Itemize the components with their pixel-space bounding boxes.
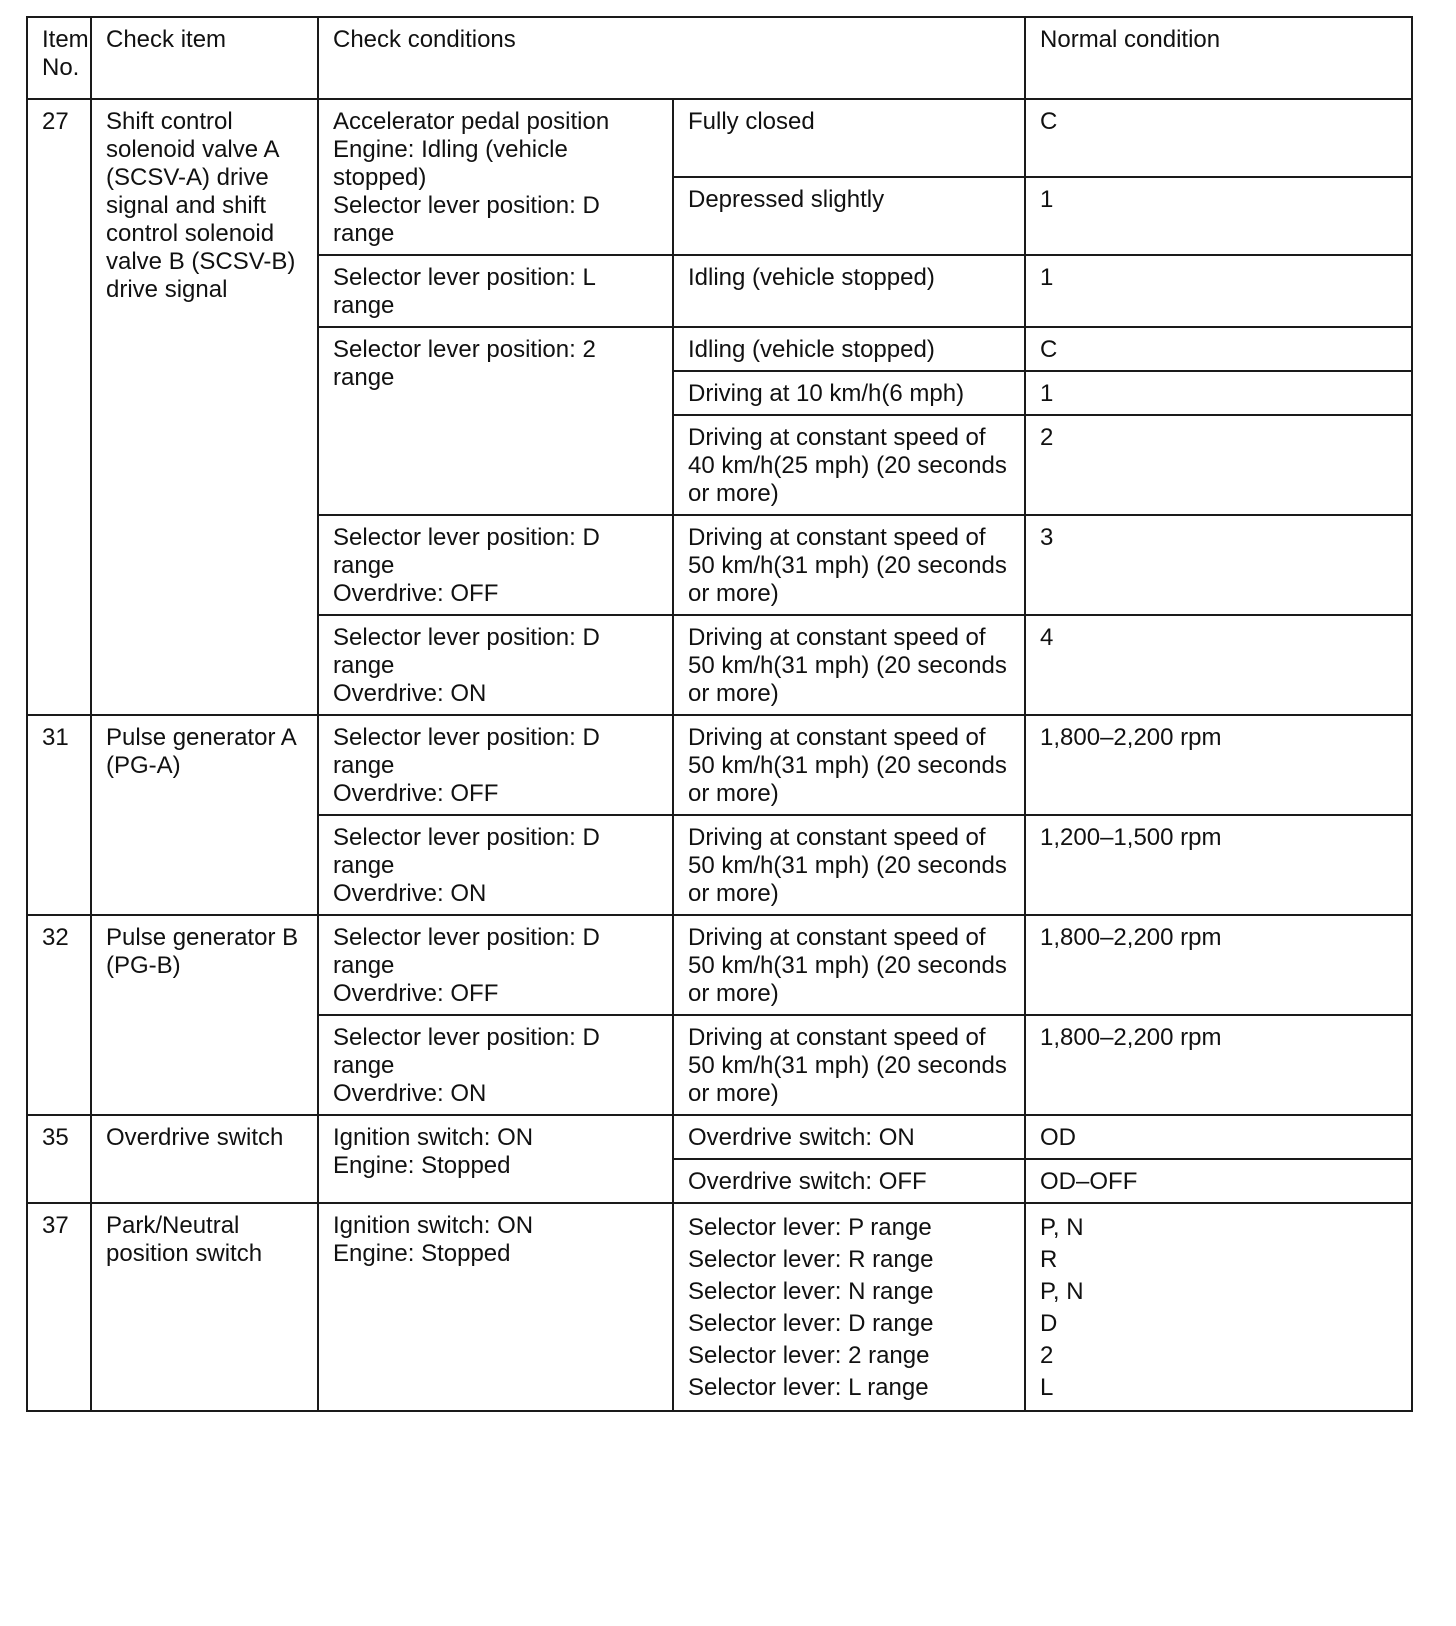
table-row [27,715,1412,815]
condition-setup-line: Overdrive: OFF [333,780,499,807]
inspection-table [26,16,1413,1412]
condition-detail-line: Selector lever: P range [688,1214,932,1241]
header-check-item: Check item [91,17,318,99]
condition-detail-line: Selector lever: 2 range [688,1342,930,1369]
condition-detail-cell: Driving at constant speed of 50 km/h(31 mph) (20 seconds or more) [673,615,1025,715]
condition-setup-cell [318,715,673,815]
condition-setup-line: Selector lever position: D range [333,192,600,247]
condition-setup-cell [318,815,673,915]
condition-setup-line: Overdrive: OFF [333,580,499,607]
header-row [27,17,1412,99]
condition-setup-cell [318,327,673,515]
normal-condition-cell: 1 [1025,255,1412,327]
condition-setup-line: Engine: Idling (vehicle stopped) [333,136,568,191]
condition-setup-cell [318,1115,673,1203]
table-row [27,1115,1412,1159]
condition-setup-line: Selector lever position: 2 range [333,336,596,391]
normal-condition-cell: 1 [1025,177,1412,255]
condition-detail-cell: Driving at constant speed of 50 km/h(31 mph) (20 seconds or more) [673,715,1025,815]
check-item-cell: Pulse generator A (PG-A) [91,715,318,915]
condition-detail-cell [673,1203,1025,1411]
condition-detail-cell: Driving at constant speed of 50 km/h(31 mph) (20 seconds or more) [673,915,1025,1015]
normal-condition-cell: 3 [1025,515,1412,615]
item-number-cell: 31 [27,715,91,915]
normal-condition-cell: C [1025,99,1412,177]
condition-setup-cell [318,915,673,1015]
normal-condition-cell: 1,800–2,200 rpm [1025,1015,1412,1115]
normal-condition-cell: 1,800–2,200 rpm [1025,915,1412,1015]
condition-detail-line: Selector lever: R range [688,1246,934,1273]
condition-setup-line: Selector lever position: L range [333,264,595,319]
condition-setup-line: Overdrive: ON [333,880,487,907]
condition-detail-cell: Fully closed [673,99,1025,177]
condition-setup-cell [318,99,673,255]
condition-setup-cell [318,515,673,615]
condition-setup-line: Engine: Stopped [333,1240,511,1267]
check-item-cell: Shift control solenoid valve A (SCSV-A) drive signal and shift control solenoid valve B (SCSV-B) drive signal [91,99,318,715]
condition-setup-line: Selector lever position: D range [333,524,600,579]
check-item-cell: Park/Neutral position switch [91,1203,318,1411]
item-number-cell: 27 [27,99,91,715]
table-row [27,1203,1412,1411]
condition-setup-line: Ignition switch: ON [333,1124,534,1151]
condition-detail-cell: Overdrive switch: ON [673,1115,1025,1159]
normal-condition-cell: OD–OFF [1025,1159,1412,1203]
condition-setup-line: Selector lever position: D range [333,924,600,979]
condition-setup-line: Overdrive: OFF [333,980,499,1007]
normal-condition-line: 2 [1040,1342,1054,1369]
normal-condition-cell: 1,800–2,200 rpm [1025,715,1412,815]
item-number-cell: 37 [27,1203,91,1411]
condition-detail-cell: Driving at constant speed of 50 km/h(31 mph) (20 seconds or more) [673,1015,1025,1115]
condition-setup-line: Overdrive: ON [333,1080,487,1107]
condition-detail-cell: Overdrive switch: OFF [673,1159,1025,1203]
normal-condition-line: P, N [1040,1278,1084,1305]
condition-setup-cell [318,255,673,327]
table-row [27,915,1412,1015]
normal-condition-line: R [1040,1246,1058,1273]
condition-detail-cell: Idling (vehicle stopped) [673,327,1025,371]
condition-setup-line: Accelerator pedal position [333,108,610,135]
condition-setup-cell [318,615,673,715]
condition-setup-line: Selector lever position: D range [333,624,600,679]
condition-detail-cell: Driving at 10 km/h(6 mph) [673,371,1025,415]
normal-condition-cell: OD [1025,1115,1412,1159]
check-item-cell: Pulse generator B (PG-B) [91,915,318,1115]
normal-condition-cell: 1,200–1,500 rpm [1025,815,1412,915]
check-item-cell: Overdrive switch [91,1115,318,1203]
condition-setup-line: Selector lever position: D range [333,824,600,879]
condition-detail-cell: Idling (vehicle stopped) [673,255,1025,327]
condition-setup-line: Ignition switch: ON [333,1212,534,1239]
condition-detail-line: Selector lever: L range [688,1374,929,1401]
item-number-cell: 35 [27,1115,91,1203]
normal-condition-cell: C [1025,327,1412,371]
header-check-conditions: Check conditions [318,17,1025,99]
normal-condition-line: L [1040,1374,1054,1401]
condition-setup-line: Selector lever position: D range [333,1024,600,1079]
condition-setup-line: Overdrive: ON [333,680,487,707]
condition-detail-line: Selector lever: D range [688,1310,934,1337]
normal-condition-line: P, N [1040,1214,1084,1241]
normal-condition-cell: 1 [1025,371,1412,415]
table-body [27,99,1412,1411]
condition-setup-cell [318,1203,673,1411]
condition-detail-cell: Driving at constant speed of 40 km/h(25 mph) (20 seconds or more) [673,415,1025,515]
condition-detail-cell: Depressed slightly [673,177,1025,255]
normal-condition-cell: 4 [1025,615,1412,715]
condition-setup-line: Selector lever position: D range [333,724,600,779]
condition-setup-cell [318,1015,673,1115]
header-item-no: Item No. [27,17,91,99]
normal-condition-cell [1025,1203,1412,1411]
condition-detail-cell: Driving at constant speed of 50 km/h(31 mph) (20 seconds or more) [673,815,1025,915]
normal-condition-line: D [1040,1310,1058,1337]
normal-condition-cell: 2 [1025,415,1412,515]
item-number-cell: 32 [27,915,91,1115]
condition-detail-line: Selector lever: N range [688,1278,934,1305]
condition-setup-line: Engine: Stopped [333,1152,511,1179]
header-normal-condition: Normal condition [1025,17,1412,99]
condition-detail-cell: Driving at constant speed of 50 km/h(31 mph) (20 seconds or more) [673,515,1025,615]
table-row [27,99,1412,177]
